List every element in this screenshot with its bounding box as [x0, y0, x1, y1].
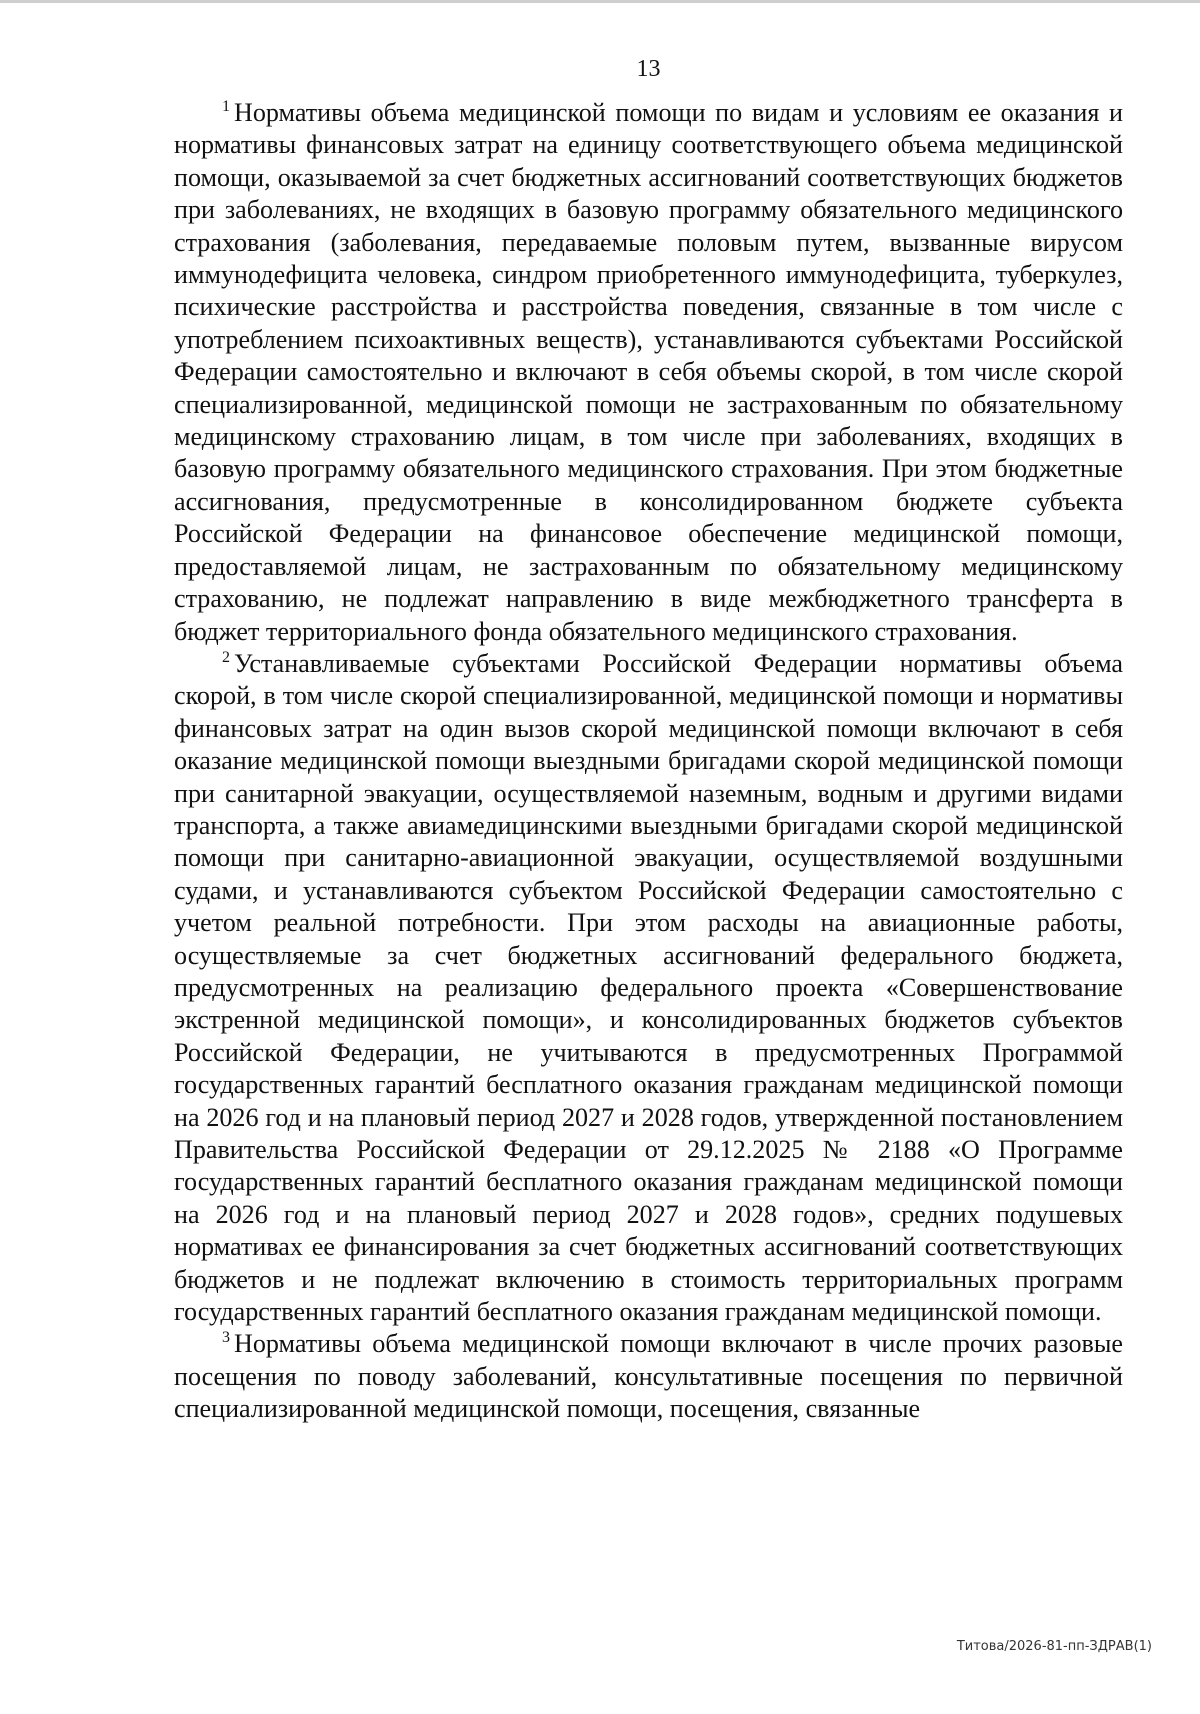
footnote-2: [174, 648, 1123, 1329]
document-code-footer: Титова/2026-81-пп-ЗДРАВ(1): [956, 1639, 1152, 1654]
footnote-marker: 2: [222, 648, 230, 666]
footnote-marker: 3: [222, 1329, 230, 1347]
footnote-text: Устанавливаемые субъектами Российской Федерации нормативы объема скорой, в том числе скорой специализированной, медицинской помощи и нормативы финансовых затрат на один вызов скорой медицинской помощи включают в себя оказание медицинской помощи выездными бригадами скорой медицинской помощи при санитарной эвакуации, осуществляемой наземным, водным и другими видами транспорта, а также авиамедицинскими выездными бригадами скорой медицинской помощи при санитарно-авиационной эвакуации, осуществляемой воздушными судами, и устанавливаются субъектом Российской Федерации самостоятельно с учетом реальной потребности. При этом расходы на авиационные работы, осуществляемые за счет бюджетных ассигнований федерального бюджета, предусмотренных на реализацию федерального проекта «Совершенствование экстренной медицинской помощи», и консолидированных бюджетов субъектов Российской Федерации, не учитываются в предусмотренных Программой государственных гарантий бесплатного оказания гражданам медицинской помощи на 2026 год и на плановый период 2027 и 2028 годов, утвержденной постановлением Правительства Российской Федерации от 29.12.2025 № 2188 «О Программе государственных гарантий бесплатного оказания гражданам медицинской помощи на 2026 год и на плановый период 2027 и 2028 годов», средних подушевых нормативах ее финансирования за счет бюджетных ассигнований соответствующих бюджетов и не подлежат включению в стоимость территориальных программ государственных гарантий бесплатного оказания гражданам медицинской помощи.: [174, 648, 1123, 1327]
scan-top-edge: [0, 0, 1200, 3]
footnote-1: [174, 97, 1123, 648]
footnote-text: Нормативы объема медицинской помощи включают в числе прочих разовые посещения по поводу заболеваний, консультативные посещения по первичной специализированной медицинской помощи, посещения, связанные: [174, 1329, 1123, 1424]
footnote-marker: 1: [222, 98, 230, 115]
footnote-3: [174, 1328, 1123, 1425]
page-number: 13: [636, 56, 661, 82]
footnotes-body: [174, 97, 1123, 1426]
footnote-text: Нормативы объема медицинской помощи по видам и условиям ее оказания и нормативы финансовых затрат на единицу соответствующего объема медицинской помощи, оказываемой за счет бюджетных ассигнований соответствующих бюджетов при заболеваниях, не входящих в базовую программу обязательного медицинского страхования (заболевания, передаваемые половым путем, вызванные вирусом иммунодефицита человека, синдром приобретенного иммунодефицита, туберкулез, психические расстройства и расстройства поведения, связанные в том числе с употреблением психоактивных веществ), устанавливаются субъектами Российской Федерации самостоятельно и включают в себя объемы скорой, в том числе скорой специализированной, медицинской помощи не застрахованным по обязательному медицинскому страхованию лицам, в том числе при заболеваниях, входящих в базовую программу обязательного медицинского страхования. При этом бюджетные ассигнования, предусмотренные в консолидированном бюджете субъекта Российской Федерации на финансовое обеспечение медицинской помощи, предоставляемой лицам, не застрахованным по обязательному медицинскому страхованию, не подлежат направлению в виде межбюджетного трансферта в бюджет территориального фонда обязательного медицинского страхования.: [174, 98, 1123, 646]
